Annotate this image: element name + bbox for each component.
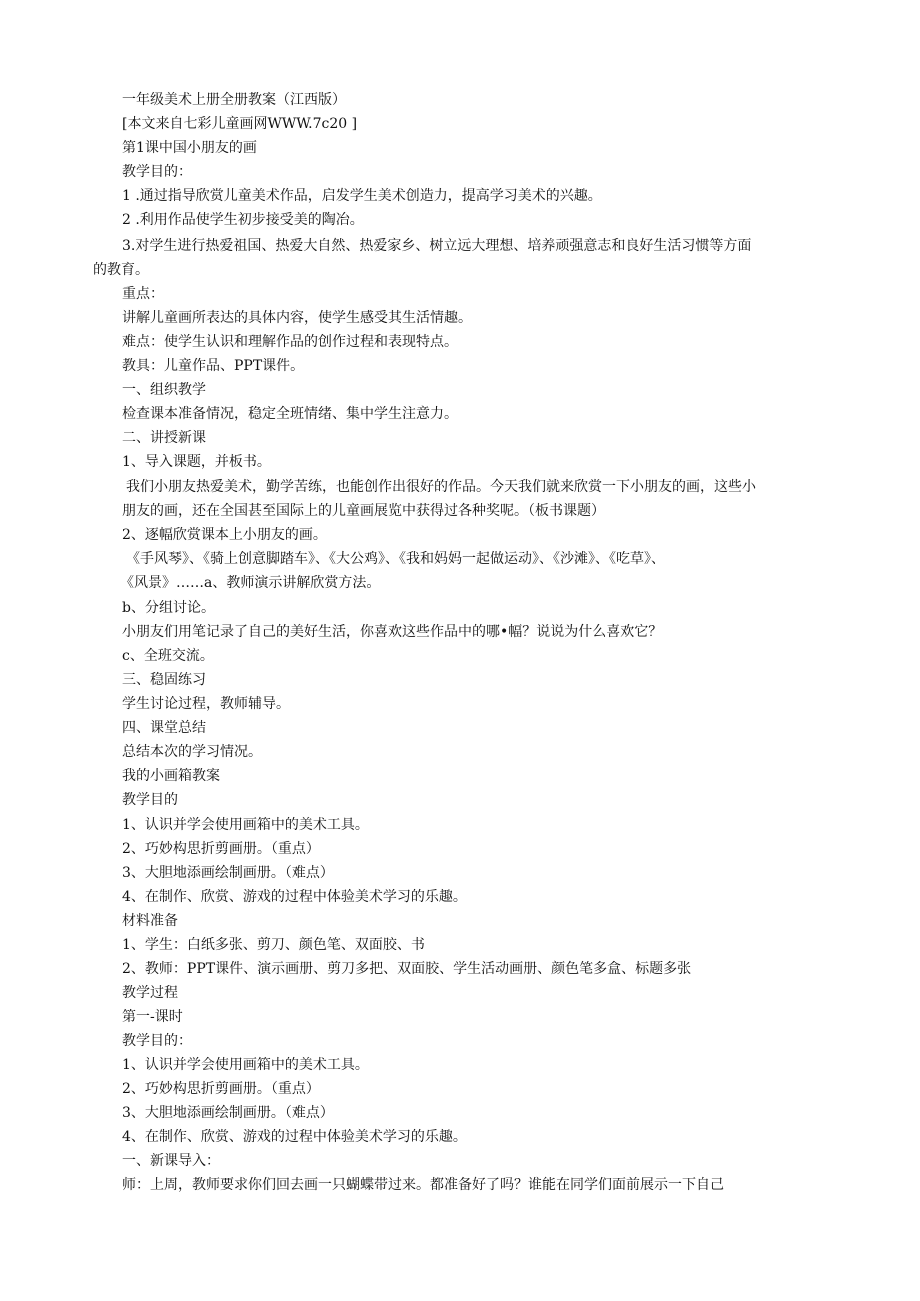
objective-2-item-4: 4、在制作、欣赏、游戏的过程中体验美术学习的乐趣。 xyxy=(122,889,467,905)
objective-2-item-2: 2、巧妙构思折剪画册。（重点） xyxy=(122,841,320,857)
intro-text: 师：上周，教师要求你们回去画一只蝴蝶带过来。都准备好了吗？谁能在同学们面前展示一下自己 xyxy=(122,1177,724,1193)
step-2-c: c、全班交流。 xyxy=(122,648,214,664)
objective-3-item-4: 4、在制作、欣赏、游戏的过程中体验美术学习的乐趣。 xyxy=(122,1129,467,1145)
objective-2: 2 .利用作品使学生初步接受美的陶冶。 xyxy=(122,212,364,228)
step-2-heading: 二、讲授新课 xyxy=(122,430,206,446)
intro-heading: 一、新课导入： xyxy=(122,1153,220,1169)
process-heading: 教学过程 xyxy=(122,985,178,1001)
materials-heading: 材料准备 xyxy=(122,913,178,929)
lesson-1-title: 第1课中国小朋友的画 xyxy=(122,140,257,156)
document-title: 一年级美术上册全册教案（江西版） xyxy=(122,92,346,108)
step-4-heading: 四、课堂总结 xyxy=(122,720,206,736)
objective-3-line-2: 的教育。 xyxy=(93,262,149,278)
step-2-question: 小朋友们用笔记录了自己的美好生活，你喜欢这些作品中的哪•幅？说说为什么喜欢它？ xyxy=(122,624,663,640)
source-note: [本文来自七彩儿童画网WWW.7c20 ] xyxy=(122,116,358,132)
key-point-text: 讲解儿童画所表达的具体内容，使学生感受其生活情趣。 xyxy=(122,310,472,326)
lesson-2-title: 我的小画箱教案 xyxy=(122,768,220,784)
teaching-aids-text: 教具：儿童作品、PPT课件。 xyxy=(122,358,305,374)
objective-3-item-3: 3、大胆地添画绘制画册。（难点） xyxy=(122,1105,334,1121)
objective-2-item-3: 3、大胆地添画绘制画册。（难点） xyxy=(122,865,334,881)
objective-3-item-2: 2、巧妙构思折剪画册。（重点） xyxy=(122,1081,320,1097)
step-2-item-1: 1、导入课题，并板书。 xyxy=(122,454,271,470)
objective-3-item-1: 1、认识并学会使用画箱中的美术工具。 xyxy=(122,1057,369,1073)
step-1-text: 检查课本准备情况，稳定全班情绪、集中学生注意力。 xyxy=(122,406,458,422)
materials-item-2: 2、教师：PPT课件、演示画册、剪刀多把、双面胶、学生活动画册、颜色笔多盒、标题多张 xyxy=(122,961,692,977)
step-1-heading: 一、组织教学 xyxy=(122,382,206,398)
objective-2-item-1: 1、认识并学会使用画箱中的美术工具。 xyxy=(122,817,369,833)
key-point-heading: 重点： xyxy=(122,286,164,302)
objectives-heading: 教学目的： xyxy=(122,164,192,180)
artworks-line-2: 《风景》……a、教师演示讲解欣赏方法。 xyxy=(120,575,381,591)
objective-3-line-1: 3.对学生进行热爱祖国、热爱大自然、热爱家乡、树立远大理想、培养顽强意志和良好生活习惯等方面 xyxy=(122,238,752,254)
materials-item-1: 1、学生：白纸多张、剪刀、颜色笔、双面胶、书 xyxy=(122,937,425,953)
step-2-b: b、分组讨论。 xyxy=(122,600,215,616)
objectives-2-heading: 教学目的 xyxy=(122,792,178,808)
objective-1: 1 .通过指导欣赏儿童美术作品，启发学生美术创造力，提高学习美术的兴趣。 xyxy=(122,188,602,204)
step-3-text: 学生讨论过程，教师辅导。 xyxy=(122,696,290,712)
step-2-paragraph-line-2: 朋友的画，还在全国甚至国际上的儿童画展览中获得过各种奖呢。（板书课题） xyxy=(122,503,605,519)
objectives-3-heading: 教学目的： xyxy=(122,1033,192,1049)
step-3-heading: 三、稳固练习 xyxy=(122,672,206,688)
step-2-item-2: 2、逐幅欣赏课本上小朋友的画。 xyxy=(122,527,327,543)
artworks-line-1: 《手风琴》、《骑上创意脚踏车》、《大公鸡》、《我和妈妈一起做运动》、《沙滩》、《吃草》、 xyxy=(126,551,665,567)
difficulty-text: 难点：使学生认识和理解作品的创作过程和表现特点。 xyxy=(122,334,458,350)
step-2-paragraph-line-1: 我们小朋友热爱美术，勤学苦练，也能创作出很好的作品。今天我们就来欣赏一下小朋友的画，这些小 xyxy=(126,479,756,495)
period-1-heading: 第一-课时 xyxy=(122,1009,183,1025)
step-4-text: 总结本次的学习情况。 xyxy=(122,744,262,760)
